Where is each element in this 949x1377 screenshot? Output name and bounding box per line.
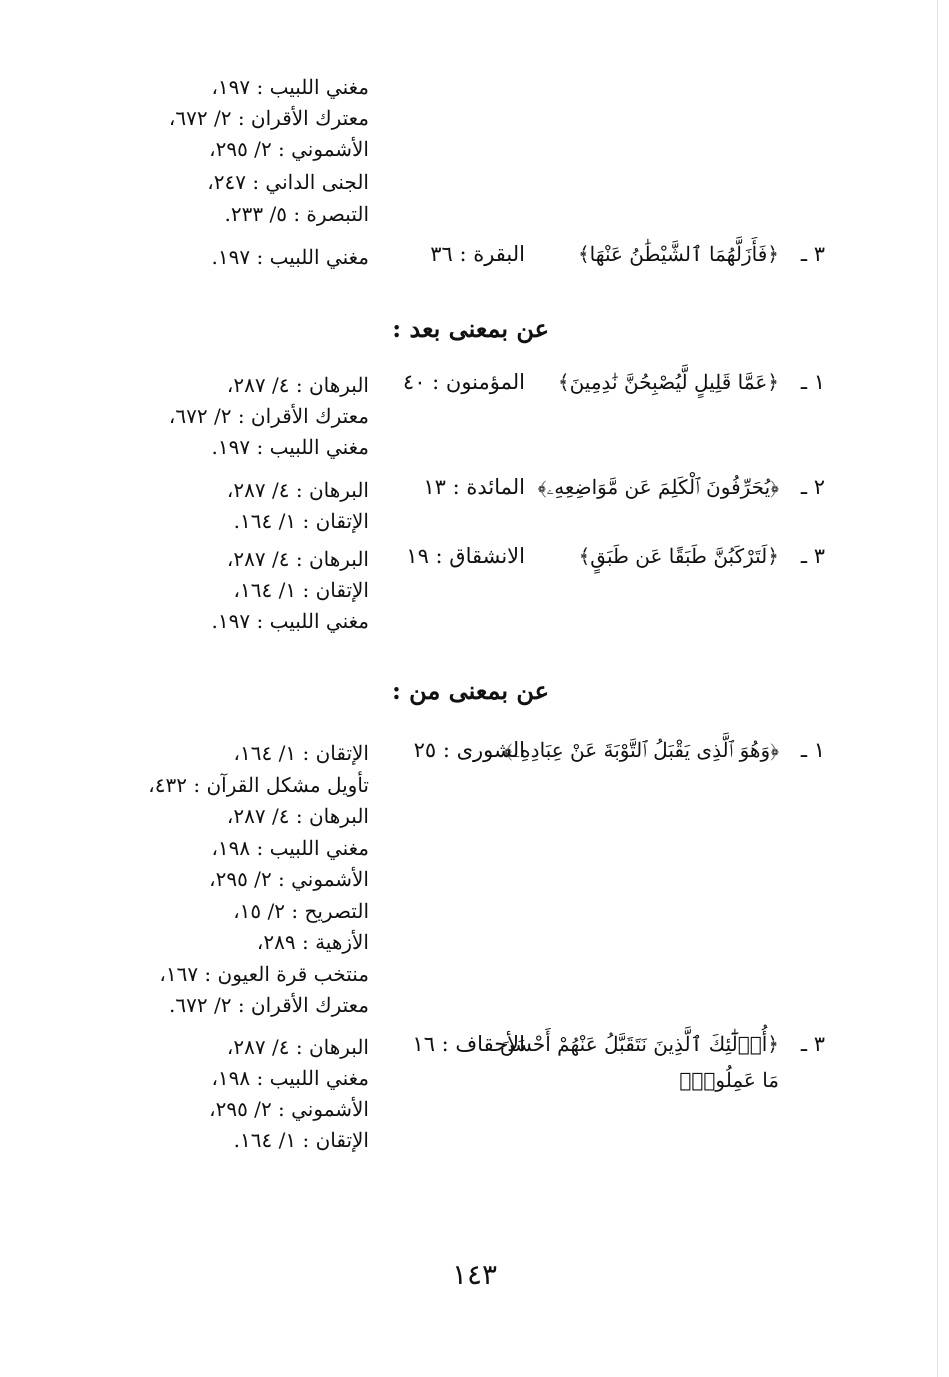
reference-line: البرهان : ٤/ ٢٨٧،	[226, 478, 369, 502]
surah-reference: المؤمنون : ٤٠	[402, 370, 525, 394]
reference-line: معترك الأقران : ٢/ ٦٧٢،	[168, 404, 369, 428]
reference-line: مغني اللبيب : ١٩٨،	[211, 836, 369, 860]
quran-verse: ﴿أُو۟لَٰٓئِكَ ٱلَّذِينَ نَتَقَبَّلُ عَنْهُمْ أَحْسَنَ	[499, 1032, 779, 1056]
reference-line: الأشموني : ٢/ ٢٩٥،	[209, 1097, 369, 1121]
quran-verse-continuation: مَا عَمِلُوا۟﴾	[679, 1068, 779, 1092]
surah-reference: البقرة : ٣٦	[430, 242, 525, 266]
reference-line: مغني اللبيب : ١٩٧.	[211, 609, 369, 633]
reference-line: مغني اللبيب : ١٩٨،	[211, 1066, 369, 1090]
entry-number: ٣ ـ	[800, 1032, 825, 1056]
reference-line: الجنى الداني : ٢٤٧،	[207, 170, 369, 194]
section-heading: عن بمعنى من :	[391, 676, 549, 705]
entry-number: ٣ ـ	[800, 544, 825, 568]
quran-verse: ﴿يُحَرِّفُونَ ٱلْكَلِمَ عَن مَّوَاضِعِهِۦ﴾	[537, 475, 779, 499]
reference-line: مغني اللبيب : ١٩٧،	[211, 75, 369, 99]
reference-line: الأشموني : ٢/ ٢٩٥،	[209, 867, 369, 891]
reference-line: البرهان : ٤/ ٢٨٧،	[226, 547, 369, 571]
reference-line: التبصرة : ٥/ ٢٣٣.	[224, 202, 369, 226]
reference-line: الإتقان : ١/ ١٦٤،	[233, 741, 369, 765]
reference-line: البرهان : ٤/ ٢٨٧،	[226, 1035, 369, 1059]
quran-verse: ﴿لَتَرْكَبُنَّ طَبَقًا عَن طَبَقٍ﴾	[578, 544, 779, 568]
quran-verse: ﴿وَهُوَ ٱلَّذِى يَقْبَلُ ٱلتَّوْبَةَ عَنْ عِبَادِهِۦ﴾	[503, 738, 779, 762]
section-heading: عن بمعنى بعد :	[392, 314, 549, 343]
surah-reference: الأحقاف : ١٦	[412, 1032, 525, 1056]
entry-number: ١ ـ	[800, 738, 825, 762]
reference-line: البرهان : ٤/ ٢٨٧،	[226, 373, 369, 397]
quran-verse: ﴿فَأَزَلَّهُمَا ٱلشَّيْطَٰنُ عَنْهَا﴾	[577, 242, 779, 266]
reference-line: الإتقان : ١/ ١٦٤.	[233, 1128, 369, 1152]
reference-line: البرهان : ٤/ ٢٨٧،	[226, 804, 369, 828]
reference-line: الأشموني : ٢/ ٢٩٥،	[209, 137, 369, 161]
entry-number: ١ ـ	[800, 370, 825, 394]
reference-line: الأزهية : ٢٨٩،	[256, 930, 369, 954]
verse-entry	[125, 738, 825, 772]
quran-verse: ﴿عَمَّا قَلِيلٍ لَّيُصْبِحُنَّ نَٰدِمِينَ﴾	[557, 370, 779, 394]
page-edge-divider	[937, 0, 938, 1377]
reference-line: الإتقان : ١/ ١٦٤.	[233, 509, 369, 533]
reference-line: التصريح : ٢/ ١٥،	[233, 899, 369, 923]
page-number: ١٤٣	[451, 1258, 498, 1291]
reference-line: معترك الأقران : ٢/ ٦٧٢،	[168, 106, 369, 130]
reference-line: مغني اللبيب : ١٩٧.	[211, 245, 369, 269]
reference-line: تأويل مشكل القرآن : ٤٣٢،	[148, 773, 369, 797]
entry-number: ٣ ـ	[800, 242, 825, 266]
surah-reference: الشورى : ٢٥	[413, 738, 525, 762]
reference-line: معترك الأقران : ٢/ ٦٧٢.	[169, 993, 369, 1017]
entry-number: ٢ ـ	[800, 475, 825, 499]
reference-line: مغني اللبيب : ١٩٧.	[211, 435, 369, 459]
reference-line: الإتقان : ١/ ١٦٤،	[233, 578, 369, 602]
surah-reference: الانشقاق : ١٩	[406, 544, 525, 568]
surah-reference: المائدة : ١٣	[423, 475, 525, 499]
reference-line: منتخب قرة العيون : ١٦٧،	[159, 962, 369, 986]
